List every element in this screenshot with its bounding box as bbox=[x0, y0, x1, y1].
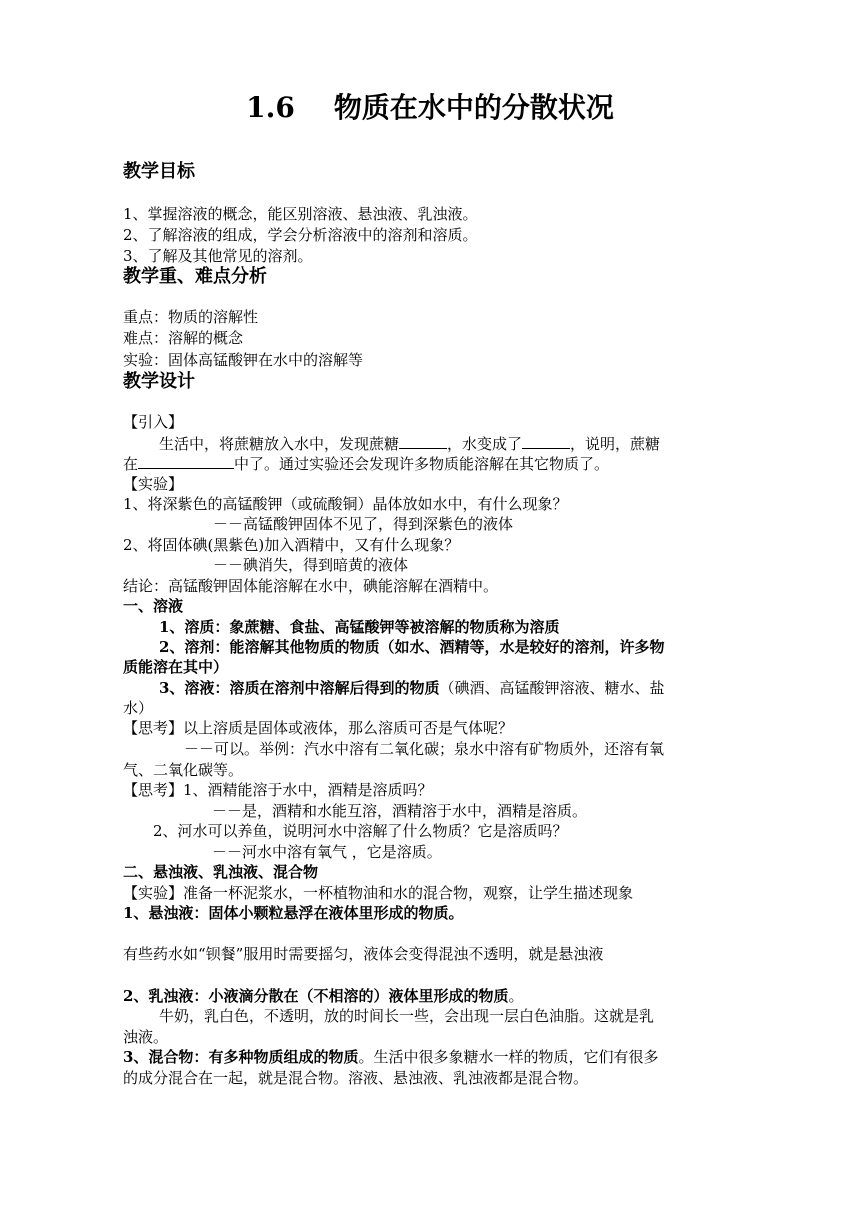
experiment-question: 2、将固体碘(黑紫色)加入酒精中，又有什么现象？ bbox=[123, 536, 460, 554]
think-question: 以上溶质是固体或液体，那么溶质可否是气体呢？ bbox=[183, 719, 514, 737]
suspension-definition: 1、悬浊液：固体小颗粒悬浮在液体里形成的物质。 bbox=[123, 904, 464, 922]
solvent-definition-cont: 质能溶在其中） bbox=[123, 658, 229, 676]
solvent-definition: 2、溶剂：能溶解其他物质的物质（如水、酒精等，水是较好的溶剂，许多物 bbox=[159, 638, 665, 656]
intro-text: 在 bbox=[123, 455, 139, 473]
section-heading-keypoints: 教学重、难点分析 bbox=[123, 266, 267, 287]
blank-underline[interactable] bbox=[399, 433, 447, 449]
think-tag: 【思考】 bbox=[123, 719, 184, 737]
mixture-definition-bold: 3、混合物：有多种物质组成的物质 bbox=[123, 1048, 359, 1066]
mixture-definition-cont: 的成分混合在一起，就是混合物。溶液、悬浊液、乳浊液都是混合物。 bbox=[123, 1069, 589, 1087]
intro-line bbox=[123, 433, 740, 454]
experiment-text: 准备一杯泥浆水，一杯植物油和水的混合物，观察，让学生描述现象 bbox=[183, 884, 634, 902]
goal-item: 3、了解及其他常见的溶剂。 bbox=[123, 247, 313, 265]
blank-underline[interactable] bbox=[138, 453, 234, 469]
emulsion-definition-end: 。 bbox=[508, 987, 524, 1005]
think-question: 2、河水可以养鱼，说明河水中溶解了什么物质？它是溶质吗？ bbox=[153, 822, 568, 840]
experiment-tag: 【实验】 bbox=[123, 884, 184, 902]
section-heading-design: 教学设计 bbox=[123, 371, 195, 392]
experiment-line bbox=[123, 883, 740, 903]
page-title: 1.6 物质在水中的分散状况 bbox=[246, 91, 614, 124]
mixture-definition-text: 。生活中很多象糖水一样的物质，它们有很多 bbox=[358, 1048, 659, 1066]
solution-definition-cont: 水） bbox=[123, 699, 154, 717]
intro-line bbox=[123, 453, 740, 474]
subsection-heading-solution: 一、溶液 bbox=[123, 597, 184, 615]
think-answer: －－是，酒精和水能互溶，酒精溶于水中，酒精是溶质。 bbox=[212, 802, 588, 820]
experiment-conclusion: 结论：高锰酸钾固体能溶解在水中，碘能溶解在酒精中。 bbox=[123, 577, 499, 595]
experiment-tag: 【实验】 bbox=[123, 475, 184, 493]
emulsion-note-cont: 浊液。 bbox=[123, 1028, 169, 1046]
intro-text: ，说明，蔗糖 bbox=[570, 435, 661, 453]
goal-item: 1、掌握溶液的概念，能区别溶液、悬浊液、乳浊液。 bbox=[123, 205, 478, 223]
think-answer-cont: 气、二氧化碳等。 bbox=[123, 761, 244, 779]
mixture-definition bbox=[123, 1047, 740, 1067]
keypoint-item: 难点：溶解的概念 bbox=[123, 329, 244, 347]
experiment-question: 1、将深紫色的高锰酸钾（或硫酸铜）晶体放如水中，有什么现象？ bbox=[123, 495, 568, 513]
experiment-answer: －－碘消失，得到暗黄的液体 bbox=[213, 556, 409, 574]
emulsion-definition bbox=[123, 986, 740, 1006]
intro-text: 生活中，将蔗糖放入水中，发现蔗糖 bbox=[159, 435, 400, 453]
subsection-heading-mixture: 二、悬浊液、乳浊液、混合物 bbox=[123, 863, 319, 881]
solute-definition: 1、溶质：象蔗糖、食盐、高锰酸钾等被溶解的物质称为溶质 bbox=[159, 618, 560, 636]
keypoint-item: 重点：物质的溶解性 bbox=[123, 308, 259, 326]
section-heading-goals: 教学目标 bbox=[123, 161, 195, 182]
solution-definition-examples: （碘酒、高锰酸钾溶液、糖水、盐 bbox=[439, 679, 665, 697]
intro-tag: 【引入】 bbox=[123, 413, 184, 431]
think-line bbox=[123, 718, 740, 738]
think-answer: －－河水中溶有氧气 ，它是溶质。 bbox=[212, 843, 442, 861]
solution-definition-bold: 3、溶液：溶质在溶剂中溶解后得到的物质 bbox=[159, 679, 440, 697]
emulsion-note: 牛奶，乳白色，不透明，放的时间长一些，会出现一层白色油脂。这就是乳 bbox=[159, 1007, 655, 1025]
intro-text: ，水变成了 bbox=[447, 435, 523, 453]
think-question: 1、酒精能溶于水中，酒精是溶质吗？ bbox=[183, 781, 433, 799]
keypoint-item: 实验：固体高锰酸钾在水中的溶解等 bbox=[123, 351, 364, 369]
suspension-note: 有些药水如“钡餐”服用时需要摇匀，液体会变得混浊不透明，就是悬浊液 bbox=[123, 945, 604, 963]
emulsion-definition-bold: 2、乳浊液：小液滴分散在（不相溶的）液体里形成的物质 bbox=[123, 987, 509, 1005]
blank-underline[interactable] bbox=[522, 433, 570, 449]
think-answer: －－可以。举例：汽水中溶有二氧化碳；泉水中溶有矿物质外，还溶有氧 bbox=[184, 740, 665, 758]
solution-definition bbox=[159, 678, 740, 698]
goal-item: 2、了解溶液的组成，学会分析溶液中的溶剂和溶质。 bbox=[123, 226, 478, 244]
think-tag: 【思考】 bbox=[123, 781, 184, 799]
intro-text: 中了。通过实验还会发现许多物质能溶解在其它物质了。 bbox=[234, 455, 610, 473]
think-line bbox=[123, 780, 740, 800]
experiment-answer: －－高锰酸钾固体不见了，得到深紫色的液体 bbox=[213, 515, 514, 533]
